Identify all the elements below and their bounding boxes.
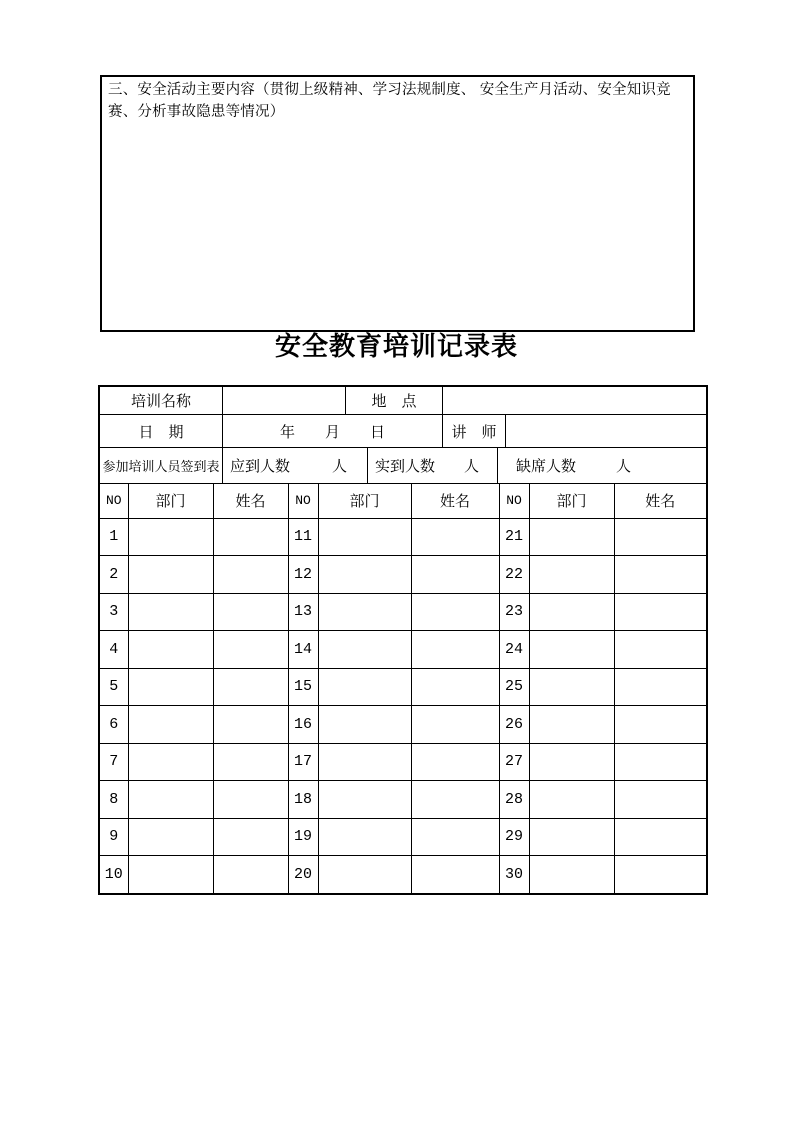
- row-number-cell: 12: [288, 556, 318, 594]
- table-row: [100, 593, 706, 631]
- table-row: [100, 518, 706, 556]
- name-cell[interactable]: [213, 556, 288, 594]
- department-cell[interactable]: [529, 668, 614, 706]
- department-cell[interactable]: [318, 518, 411, 556]
- department-cell[interactable]: [318, 593, 411, 631]
- department-cell[interactable]: [529, 781, 614, 819]
- department-cell[interactable]: [318, 781, 411, 819]
- row-number-cell: 8: [100, 781, 128, 819]
- name-cell[interactable]: [614, 518, 706, 556]
- department-cell[interactable]: [529, 556, 614, 594]
- row-number-cell: 11: [288, 518, 318, 556]
- table-row: [100, 743, 706, 781]
- name-cell[interactable]: [411, 781, 499, 819]
- expected-count-unit: 人: [331, 458, 347, 475]
- row-number-cell: 9: [100, 818, 128, 856]
- row-number-cell: 4: [100, 631, 128, 669]
- department-cell[interactable]: [128, 706, 213, 744]
- name-cell[interactable]: [213, 593, 288, 631]
- roster-table: [100, 484, 706, 893]
- name-cell[interactable]: [411, 668, 499, 706]
- name-cell[interactable]: [213, 856, 288, 894]
- department-cell[interactable]: [128, 856, 213, 894]
- expected-count-label: 应到人数: [230, 458, 291, 475]
- row-number-cell: 25: [499, 668, 529, 706]
- department-column-header: 部门: [318, 484, 411, 518]
- name-cell[interactable]: [411, 593, 499, 631]
- actual-count-cell[interactable]: [368, 448, 498, 484]
- department-cell[interactable]: [529, 856, 614, 894]
- row-number-cell: 5: [100, 668, 128, 706]
- no-column-header: NO: [288, 484, 318, 518]
- department-cell[interactable]: [529, 631, 614, 669]
- activity-content-box: [100, 75, 695, 332]
- department-cell[interactable]: [128, 818, 213, 856]
- row-number-cell: 29: [499, 818, 529, 856]
- name-cell[interactable]: [411, 856, 499, 894]
- signin-count-row: [100, 448, 706, 484]
- department-cell[interactable]: [318, 556, 411, 594]
- row-number-cell: 13: [288, 593, 318, 631]
- table-row: [100, 781, 706, 819]
- department-cell[interactable]: [128, 781, 213, 819]
- department-cell[interactable]: [128, 556, 213, 594]
- name-cell[interactable]: [614, 706, 706, 744]
- department-cell[interactable]: [128, 668, 213, 706]
- table-row: [100, 818, 706, 856]
- name-cell[interactable]: [213, 668, 288, 706]
- row-number-cell: 18: [288, 781, 318, 819]
- name-cell[interactable]: [411, 706, 499, 744]
- name-cell[interactable]: [411, 518, 499, 556]
- department-cell[interactable]: [529, 818, 614, 856]
- table-row: [100, 856, 706, 894]
- department-cell[interactable]: [318, 818, 411, 856]
- department-cell[interactable]: [318, 856, 411, 894]
- actual-count-unit: 人: [463, 458, 479, 475]
- name-cell[interactable]: [614, 668, 706, 706]
- department-cell[interactable]: [318, 668, 411, 706]
- name-cell[interactable]: [614, 856, 706, 894]
- location-value-cell[interactable]: [443, 387, 706, 415]
- table-row: [100, 631, 706, 669]
- name-cell[interactable]: [213, 518, 288, 556]
- table-row: [100, 556, 706, 594]
- row-number-cell: 27: [499, 743, 529, 781]
- actual-count-label: 实到人数: [375, 458, 436, 475]
- date-value-cell[interactable]: 年 月 日: [223, 415, 443, 448]
- name-cell[interactable]: [411, 556, 499, 594]
- no-column-header: NO: [499, 484, 529, 518]
- name-cell[interactable]: [411, 818, 499, 856]
- page-title: 安全教育培训记录表: [274, 332, 518, 361]
- name-cell[interactable]: [411, 743, 499, 781]
- department-cell[interactable]: [128, 593, 213, 631]
- name-column-header: 姓名: [411, 484, 499, 518]
- department-cell[interactable]: [128, 518, 213, 556]
- absent-count-label: 缺席人数: [516, 458, 577, 475]
- row-number-cell: 22: [499, 556, 529, 594]
- absent-count-cell[interactable]: [498, 448, 706, 484]
- expected-count-cell[interactable]: [223, 448, 368, 484]
- name-cell[interactable]: [213, 631, 288, 669]
- department-cell[interactable]: [318, 706, 411, 744]
- row-number-cell: 7: [100, 743, 128, 781]
- row-number-cell: 2: [100, 556, 128, 594]
- department-cell[interactable]: [529, 593, 614, 631]
- name-cell[interactable]: [614, 631, 706, 669]
- row-number-cell: 23: [499, 593, 529, 631]
- department-cell[interactable]: [529, 743, 614, 781]
- department-cell[interactable]: [128, 743, 213, 781]
- signin-label: 参加培训人员签到表: [100, 448, 223, 484]
- name-cell[interactable]: [614, 781, 706, 819]
- table-row: [100, 668, 706, 706]
- row-number-cell: 26: [499, 706, 529, 744]
- department-cell[interactable]: [529, 706, 614, 744]
- name-cell[interactable]: [411, 631, 499, 669]
- department-cell[interactable]: [318, 631, 411, 669]
- activity-content-text: 三、安全活动主要内容（贯彻上级精神、学习法规制度、 安全生产月活动、安全知识竞赛、分析事故隐患等情况）: [108, 82, 671, 120]
- row-number-cell: 3: [100, 593, 128, 631]
- training-name-row: [100, 387, 706, 415]
- row-number-cell: 17: [288, 743, 318, 781]
- row-number-cell: 30: [499, 856, 529, 894]
- name-cell[interactable]: [614, 818, 706, 856]
- training-name-label: 培训名称: [100, 387, 223, 415]
- instructor-label: 讲 师: [443, 415, 506, 448]
- row-number-cell: 21: [499, 518, 529, 556]
- date-row: [100, 415, 706, 448]
- training-name-value-cell[interactable]: [223, 387, 346, 415]
- name-cell[interactable]: [213, 818, 288, 856]
- department-cell[interactable]: [128, 631, 213, 669]
- row-number-cell: 24: [499, 631, 529, 669]
- row-number-cell: 16: [288, 706, 318, 744]
- table-row: [100, 706, 706, 744]
- roster-header-row: [100, 484, 706, 518]
- row-number-cell: 14: [288, 631, 318, 669]
- date-label: 日 期: [100, 415, 223, 448]
- name-cell[interactable]: [614, 556, 706, 594]
- row-number-cell: 28: [499, 781, 529, 819]
- department-cell[interactable]: [318, 743, 411, 781]
- instructor-value-cell[interactable]: [506, 415, 706, 448]
- row-number-cell: 15: [288, 668, 318, 706]
- name-cell[interactable]: [213, 781, 288, 819]
- row-number-cell: 1: [100, 518, 128, 556]
- row-number-cell: 6: [100, 706, 128, 744]
- name-cell[interactable]: [213, 743, 288, 781]
- name-cell[interactable]: [213, 706, 288, 744]
- no-column-header: NO: [100, 484, 128, 518]
- department-column-header: 部门: [529, 484, 614, 518]
- department-cell[interactable]: [529, 518, 614, 556]
- training-record-form: [98, 385, 708, 895]
- location-label: 地 点: [346, 387, 443, 415]
- name-cell[interactable]: [614, 593, 706, 631]
- row-number-cell: 19: [288, 818, 318, 856]
- absent-count-unit: 人: [616, 458, 632, 475]
- name-column-header: 姓名: [614, 484, 706, 518]
- department-column-header: 部门: [128, 484, 213, 518]
- row-number-cell: 10: [100, 856, 128, 894]
- name-cell[interactable]: [614, 743, 706, 781]
- name-column-header: 姓名: [213, 484, 288, 518]
- row-number-cell: 20: [288, 856, 318, 894]
